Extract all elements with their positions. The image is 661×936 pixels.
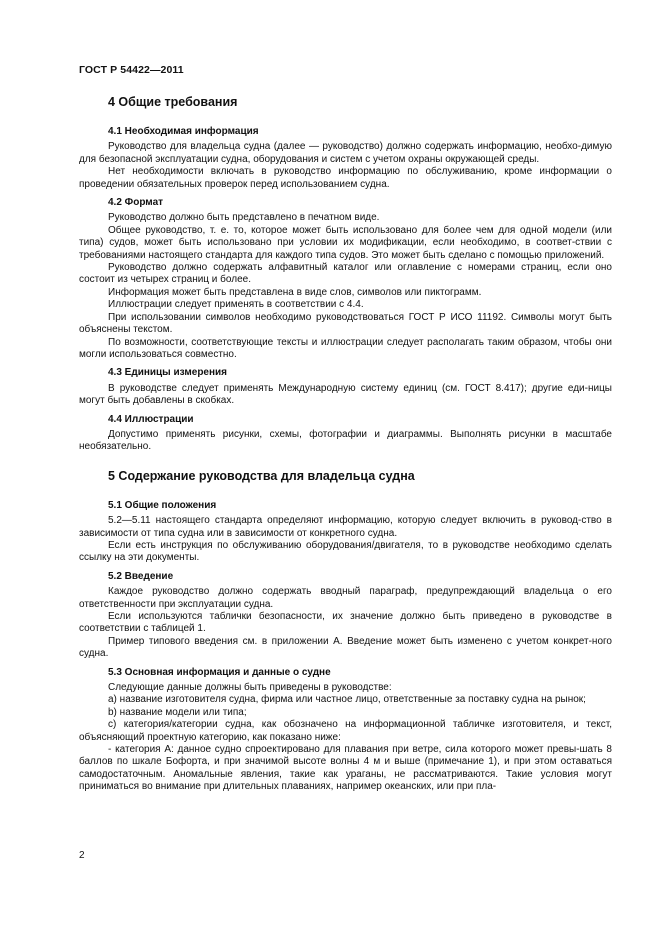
paragraph: Следующие данные должны быть приведены в руководстве:	[108, 682, 392, 694]
paragraph: Если используются таблички безопасности, их значение должно быть приведено в руководстве в соответствии с таблицей 1.	[79, 611, 612, 635]
list-item: b) название модели или типа;	[108, 706, 247, 718]
paragraph: Руководство должно быть представлено в печатном виде.	[108, 212, 380, 224]
subsection-heading: 4.2 Формат	[108, 197, 164, 209]
section-heading: 5 Содержание руководства для владельца судна	[108, 468, 415, 483]
paragraph: Пример типового введения см. в приложении А. Введение может быть изменено с учетом конкрет-ного судна.	[79, 635, 612, 660]
paragraph: При использовании символов необходимо руководствоваться ГОСТ Р ИСО 11192. Символы могут быть объяснены текстом.	[79, 311, 612, 336]
list-item: - категория А: данное судно спроектировано для плавания при ветре, сила которого может превы-шать 8 баллов по шкале Бофорта, и при значимой высоте волны 4 м и выше (примечание 1), и при этом оставаться самодостаточным. Аномальные явления, такие как ураганы, не рассматриваются. Такие условия могут приниматься во внимание при длительных плаваниях, например океанских, или при пла-	[79, 744, 612, 793]
paragraph: Допустимо применять рисунки, схемы, фотографии и диаграммы. Выполнять рисунки в масштабе необязательно.	[79, 428, 612, 453]
section-heading: 4 Общие требования	[108, 95, 238, 109]
paragraph: 5.2—5.11 настоящего стандарта определяют информацию, которую следует включить в руковод-ство в зависимости от типа судна или в зависимости от конкретного судна.	[79, 515, 612, 539]
document-header: ГОСТ Р 54422—2011	[79, 64, 184, 76]
paragraph: Если есть инструкция по обслуживанию оборудования/двигателя, то в руководстве необходимо сделать ссылку на эти документы.	[79, 539, 612, 564]
list-item: а) название изготовителя судна, фирма или частное лицо, ответственные за поставку судна на рынок;	[108, 694, 586, 706]
paragraph: Информация может быть представлена в виде слов, символов или пиктограмм.	[108, 286, 482, 298]
paragraph: Каждое руководство должно содержать вводный параграф, предупреждающий владельца о его ответственности при эксплуатации судна.	[79, 586, 612, 610]
document-body	[79, 94, 612, 794]
subsection-heading: 4.1 Необходимая информация	[108, 126, 259, 137]
paragraph: По возможности, соответствующие тексты и иллюстрации следует располагать таким образом, чтобы они могли использоваться совместно.	[79, 336, 612, 360]
subsection-heading: 4.4 Иллюстрации	[108, 413, 194, 425]
subsection-heading: 5.1 Общие положения	[108, 499, 217, 511]
paragraph: Руководство для владельца судна (далее — руководство) должно содержать информацию, необхо-димую для безопасной эксплуатации судна, оборудования и систем с учетом охраны окружающей среды.	[79, 141, 612, 165]
subsection-heading: 5.3 Основная информация и данные о судне	[108, 666, 331, 678]
paragraph: В руководстве следует применять Международную систему единиц (см. ГОСТ 8.417); другие еди-ницы могут быть добавлены в скобках.	[79, 382, 612, 407]
subsection-heading: 5.2 Введение	[108, 570, 174, 582]
subsection-heading: 4.3 Единицы измерения	[108, 367, 228, 379]
paragraph: Руководство должно содержать алфавитный каталог или оглавление с номерами страниц, если оно состоит из четырех страниц и более.	[79, 262, 612, 286]
paragraph: Иллюстрации следует применять в соответствии с 4.4.	[108, 299, 364, 311]
paragraph: Нет необходимости включать в руководство информацию по обслуживанию, кроме информации о проведении обязательных проверок перед использованием судна.	[79, 166, 612, 190]
page-number: 2	[79, 850, 85, 861]
list-item: с) категория/категории судна, как обозначено на информационной табличке изготовителя, и текст, объясняющий проектную категорию, как показано ниже:	[79, 719, 612, 743]
paragraph: Общее руководство, т. е. то, которое может быть использовано для более чем для одной модели (или типа) судов, может быть использовано при условии их модификации, если необходимо, в соответ-ствии с требованиями настоящего стандарта для каждого типа судов. Это может быть сделано с помощью приложений.	[79, 224, 612, 261]
